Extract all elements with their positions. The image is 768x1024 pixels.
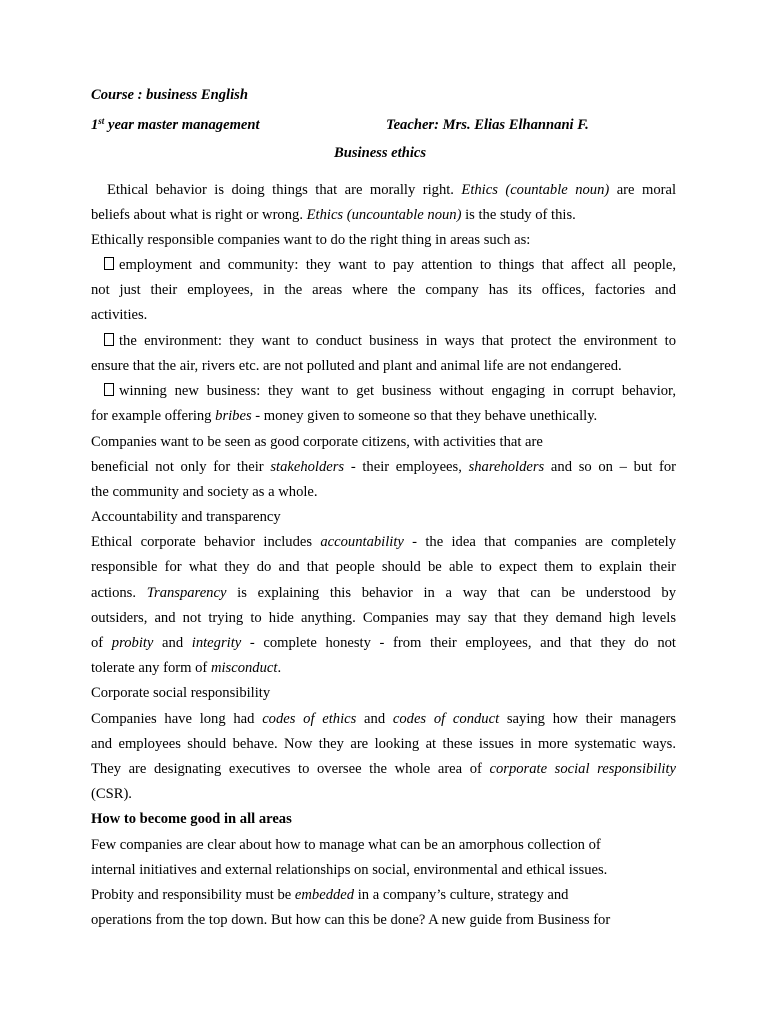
- bullet-environment-line-2: ensure that the air, rivers etc. are not polluted and plant and animal life are not endangered.: [91, 358, 622, 374]
- term-accountability: accountability: [320, 534, 404, 550]
- become-good-line-1: Few companies are clear about how to manage what can be an amorphous collection of: [91, 837, 601, 853]
- csr-line-2: and employees should behave. Now they are looking at these issues in more systematic ways.: [91, 736, 676, 752]
- bullet-box-icon: [104, 383, 114, 396]
- accountability-line-1: Ethical corporate behavior includes accountability - the idea that companies are completely: [91, 534, 676, 550]
- citizens-line-1: Companies want to be seen as good corporate citizens, with activities that are: [91, 434, 543, 450]
- bullet-box-icon: [104, 257, 114, 270]
- accountability-line-6: tolerate any form of misconduct.: [91, 660, 282, 676]
- bullet-employment-line-3: activities.: [91, 307, 148, 323]
- bullet-business-line-1: winning new business: they want to get business without engaging in corrupt behavior,: [104, 382, 676, 400]
- bullet-business-line-2: for example offering bribes - money given to someone so that they behave unethically.: [91, 408, 598, 424]
- become-good-line-3: Probity and responsibility must be embedded in a company’s culture, strategy and: [91, 887, 569, 903]
- intro-line-3: Ethically responsible companies want to do the right thing in areas such as:: [91, 232, 531, 248]
- heading-csr: Corporate social responsibility: [91, 685, 271, 701]
- heading-become-good: How to become good in all areas: [91, 811, 292, 827]
- csr-line-3: They are designating executives to oversee the whole area of corporate social responsibility: [91, 761, 677, 777]
- csr-line-4: (CSR).: [91, 786, 132, 802]
- term-transparency: Transparency: [146, 585, 227, 601]
- heading-accountability: Accountability and transparency: [91, 509, 281, 525]
- term-stakeholders: stakeholders: [270, 459, 345, 475]
- bullet-employment-line-2: not just their employees, in the areas where the company has its offices, factories and: [91, 282, 676, 298]
- accountability-line-4: outsiders, and not trying to hide anything. Companies may say that they demand high levels: [91, 610, 676, 626]
- term-codes-of-ethics: codes of ethics: [262, 711, 357, 727]
- term-integrity: integrity: [191, 635, 242, 651]
- intro-line-1: Ethical behavior is doing things that are morally right. Ethics (countable noun) are moral: [107, 182, 677, 198]
- page-title: Business ethics: [334, 145, 427, 161]
- csr-line-1: Companies have long had codes of ethics and codes of conduct saying how their managers: [91, 711, 676, 727]
- citizens-line-2: beneficial not only for their stakeholders - their employees, shareholders and so on – but for: [91, 459, 676, 475]
- bullet-employment-line-1: employment and community: they want to pay attention to things that affect all people,: [104, 256, 676, 274]
- year-superscript: st: [98, 116, 105, 126]
- term-ethics-uncountable: Ethics (uncountable noun): [306, 207, 462, 223]
- year-number: 1: [91, 117, 99, 133]
- term-csr: corporate social responsibility: [489, 761, 677, 777]
- term-bribes: bribes: [215, 408, 252, 424]
- term-probity: probity: [111, 635, 154, 651]
- intro-line-2: beliefs about what is right or wrong. Ethics (uncountable noun) is the study of this.: [91, 207, 576, 223]
- become-good-line-4: operations from the top down. But how can this be done? A new guide from Business for: [91, 912, 611, 928]
- become-good-line-2: internal initiatives and external relationships on social, environmental and ethical issues.: [91, 862, 608, 878]
- term-ethics-countable: Ethics (countable noun): [461, 182, 610, 198]
- teacher-line: Teacher: Mrs. Elias Elhannani F.: [386, 117, 589, 133]
- citizens-line-3: the community and society as a whole.: [91, 484, 318, 500]
- accountability-line-3: actions. Transparency is explaining this behavior in a way that can be understood by: [91, 585, 676, 601]
- bullet-environment-line-1: the environment: they want to conduct business in ways that protect the environment to: [104, 332, 676, 350]
- bullet-box-icon: [104, 333, 114, 346]
- term-shareholders: shareholders: [468, 459, 545, 475]
- accountability-line-2: responsible for what they do and that people should be able to expect them to explain their: [91, 559, 676, 575]
- term-codes-of-conduct: codes of conduct: [392, 711, 500, 727]
- term-misconduct: misconduct: [210, 660, 278, 676]
- accountability-line-5: of probity and integrity - complete honesty - from their employees, and that they do not: [91, 635, 676, 651]
- course-line: Course : business English: [91, 87, 248, 103]
- term-embedded: embedded: [294, 887, 355, 903]
- year-text: year master management: [104, 117, 260, 133]
